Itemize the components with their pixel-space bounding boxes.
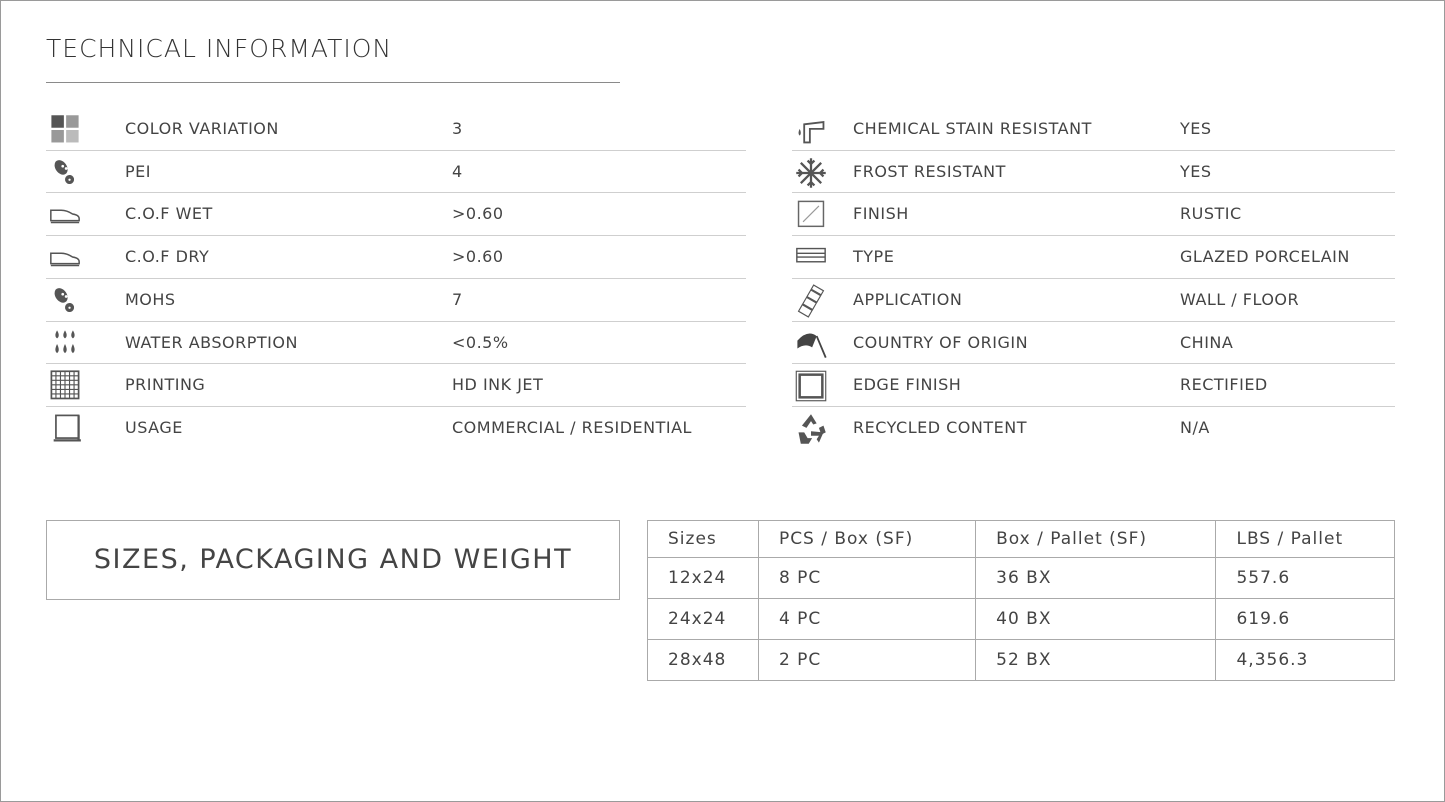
table-header-row bbox=[648, 521, 1395, 558]
spec-row bbox=[792, 192, 1395, 234]
spec-value: COMMERCIAL / RESIDENTIAL bbox=[452, 417, 692, 437]
spec-value: 4 bbox=[452, 161, 463, 181]
spec-row bbox=[46, 192, 746, 234]
table-header-cell: Box / Pallet (SF) bbox=[976, 521, 1216, 558]
flag-icon bbox=[794, 327, 828, 357]
spec-label: RECYCLED CONTENT bbox=[853, 417, 1027, 437]
spec-value: RUSTIC bbox=[1180, 204, 1242, 224]
footprint-icon bbox=[48, 156, 82, 186]
edge-square-icon bbox=[794, 369, 828, 399]
table-header-cell: Sizes bbox=[648, 521, 759, 558]
spec-label: C.O.F WET bbox=[125, 204, 213, 224]
spec-value: N/A bbox=[1180, 417, 1210, 437]
spec-value: >0.60 bbox=[452, 247, 504, 267]
spec-value: 3 bbox=[452, 119, 463, 138]
table-row bbox=[648, 599, 1395, 640]
spec-label: PRINTING bbox=[125, 375, 206, 395]
spec-value: HD INK JET bbox=[452, 375, 544, 395]
table-cell: 36 BX bbox=[976, 558, 1216, 599]
spec-value: YES bbox=[1180, 119, 1212, 138]
spec-row bbox=[792, 363, 1395, 405]
table-cell: 8 PC bbox=[758, 558, 975, 599]
table-header-cell: LBS / Pallet bbox=[1216, 521, 1395, 558]
packaging-table bbox=[647, 520, 1395, 681]
sizes-heading-box bbox=[46, 520, 620, 600]
spec-label: TYPE bbox=[853, 247, 895, 267]
spec-row bbox=[46, 321, 746, 363]
spec-label: WATER ABSORPTION bbox=[125, 332, 298, 352]
table-cell: 557.6 bbox=[1216, 558, 1395, 599]
table-cell: 24x24 bbox=[648, 599, 759, 640]
spec-label: FROST RESISTANT bbox=[853, 161, 1006, 181]
spec-row bbox=[46, 150, 746, 192]
spec-label: COUNTRY OF ORIGIN bbox=[853, 332, 1029, 352]
spec-row bbox=[46, 235, 746, 277]
shoe-icon bbox=[48, 198, 82, 228]
spec-row bbox=[792, 321, 1395, 363]
table-header-cell: PCS / Box (SF) bbox=[758, 521, 975, 558]
spec-row bbox=[46, 107, 746, 149]
table-cell: 4,356.3 bbox=[1216, 640, 1395, 681]
spec-label: FINISH bbox=[853, 204, 909, 224]
title-divider bbox=[46, 82, 620, 83]
table-cell: 2 PC bbox=[758, 640, 975, 681]
spec-value: <0.5% bbox=[452, 332, 509, 352]
spec-label: APPLICATION bbox=[853, 289, 963, 309]
spec-row bbox=[46, 278, 746, 320]
spec-label: COLOR VARIATION bbox=[125, 119, 279, 138]
spec-label: EDGE FINISH bbox=[853, 375, 962, 395]
color-variation-icon bbox=[48, 113, 82, 143]
spec-row bbox=[792, 150, 1395, 192]
spec-value: CHINA bbox=[1180, 332, 1234, 352]
table-cell: 619.6 bbox=[1216, 599, 1395, 640]
table-row bbox=[648, 640, 1395, 681]
spec-row bbox=[792, 406, 1395, 448]
shoe-icon bbox=[48, 241, 82, 271]
spec-row bbox=[792, 107, 1395, 149]
table-cell: 52 BX bbox=[976, 640, 1216, 681]
table-cell: 28x48 bbox=[648, 640, 759, 681]
spec-label: PEI bbox=[125, 161, 151, 181]
spec-label: USAGE bbox=[125, 417, 183, 437]
spec-value: WALL / FLOOR bbox=[1180, 289, 1300, 309]
spec-row bbox=[46, 406, 746, 448]
spec-label: MOHS bbox=[125, 289, 176, 309]
table-row bbox=[648, 558, 1395, 599]
spec-row bbox=[792, 235, 1395, 277]
footprint-icon bbox=[48, 284, 82, 314]
sizes-heading: SIZES, PACKAGING AND WEIGHT bbox=[93, 544, 573, 575]
finish-tile-icon bbox=[794, 198, 828, 228]
application-tiles-icon bbox=[794, 284, 828, 314]
chemical-pour-icon bbox=[794, 113, 828, 143]
layers-icon bbox=[794, 241, 828, 271]
table-cell: 4 PC bbox=[758, 599, 975, 640]
table-cell: 12x24 bbox=[648, 558, 759, 599]
spec-value: RECTIFIED bbox=[1180, 375, 1268, 395]
table-cell: 40 BX bbox=[976, 599, 1216, 640]
spec-label: CHEMICAL STAIN RESISTANT bbox=[853, 119, 1092, 138]
spec-value: 7 bbox=[452, 289, 463, 309]
recycle-icon bbox=[794, 412, 828, 442]
spec-row bbox=[792, 278, 1395, 320]
usage-square-icon bbox=[48, 412, 82, 442]
printing-grid-icon bbox=[48, 369, 82, 399]
spec-value: GLAZED PORCELAIN bbox=[1180, 247, 1350, 267]
page-title: TECHNICAL INFORMATION bbox=[46, 34, 393, 63]
water-drops-icon bbox=[48, 327, 82, 357]
spec-label: C.O.F DRY bbox=[125, 247, 210, 267]
spec-value: >0.60 bbox=[452, 204, 504, 224]
spec-value: YES bbox=[1180, 161, 1212, 181]
snowflake-icon bbox=[794, 156, 828, 186]
spec-row bbox=[46, 363, 746, 405]
